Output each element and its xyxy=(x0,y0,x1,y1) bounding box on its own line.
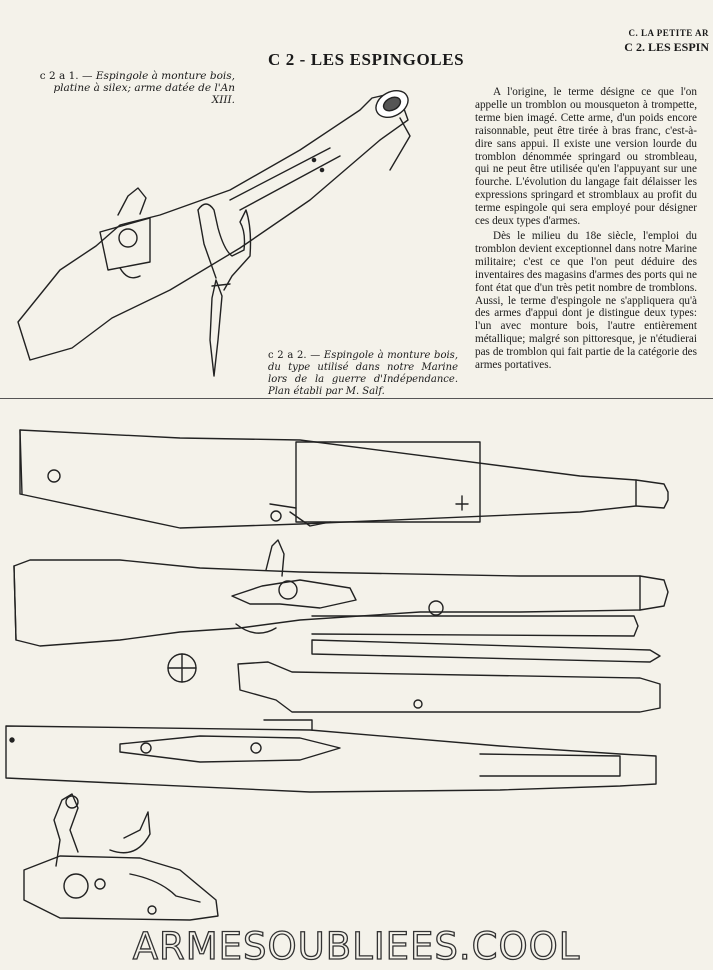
page-title: C 2 - LES ESPINGOLES xyxy=(268,50,465,69)
caption-c2a1-ref: c 2 a 1. xyxy=(39,70,79,82)
paragraph-origin: A l'origine, le terme désigne ce que l'on appelle un tromblon ou mousqueton à trompette, terme bien imagé. Cette arme, d'un poids encore raisonnable, peut être tirée à bras franc, c'est-à-dire sans appui. Il existe une version lourde du tromblon dénommée springard ou strombleau, qui ne peut être utilisée qu'en l'appuyant sur une fourche. L'évolution du langage fait délaisser les expressions springard et stromblaux au profit du terme espingole qui sera employé pour désigner ces deux types d'armes. xyxy=(475,86,697,228)
caption-c2a2-text: — Espingole à monture bois, du type utilisé dans notre Marine lors de la guerre d'Indépendance. Plan établi par M. Salf. xyxy=(268,350,458,397)
caption-c2a2-ref: c 2 a 2. xyxy=(268,350,307,361)
plan-underside-view xyxy=(6,720,656,792)
lock-detail-drawing xyxy=(24,794,218,920)
watermark: ARMESOUBLIEES.COOL xyxy=(132,925,581,968)
paragraph-18th-century: Dès le milieu du 18e siècle, l'emploi du tromblon devient exceptionnel dans notre Marine militaire; c'est ce que l'on peut déduire des inventaires des magasins d'armes des ports qui ne font état que d'un très petit nombre de tromblons. Aussi, le terme d'espingole ne s'appliquera qu'à des armes d'appui dont je distingue deux types: l'un avec monture bois, l'autre entièrement métallique; malgré son pittoresque, je n'étudierai pas de tromblon qui fait partie de la catégorie des armes portatives. xyxy=(475,229,697,372)
running-header-section: C. LA PETITE AR xyxy=(628,28,709,38)
plan-side-view xyxy=(14,540,668,646)
plan-top-view xyxy=(20,430,668,528)
plan-barrel-view xyxy=(168,640,660,712)
espingole-drawing-c2a1 xyxy=(18,85,413,376)
caption-c2a1-text: — Espingole à monture bois, platine à silex; arme datée de l'An XIII. xyxy=(53,70,235,106)
running-header-subsection: C 2. LES ESPIN xyxy=(624,40,709,54)
